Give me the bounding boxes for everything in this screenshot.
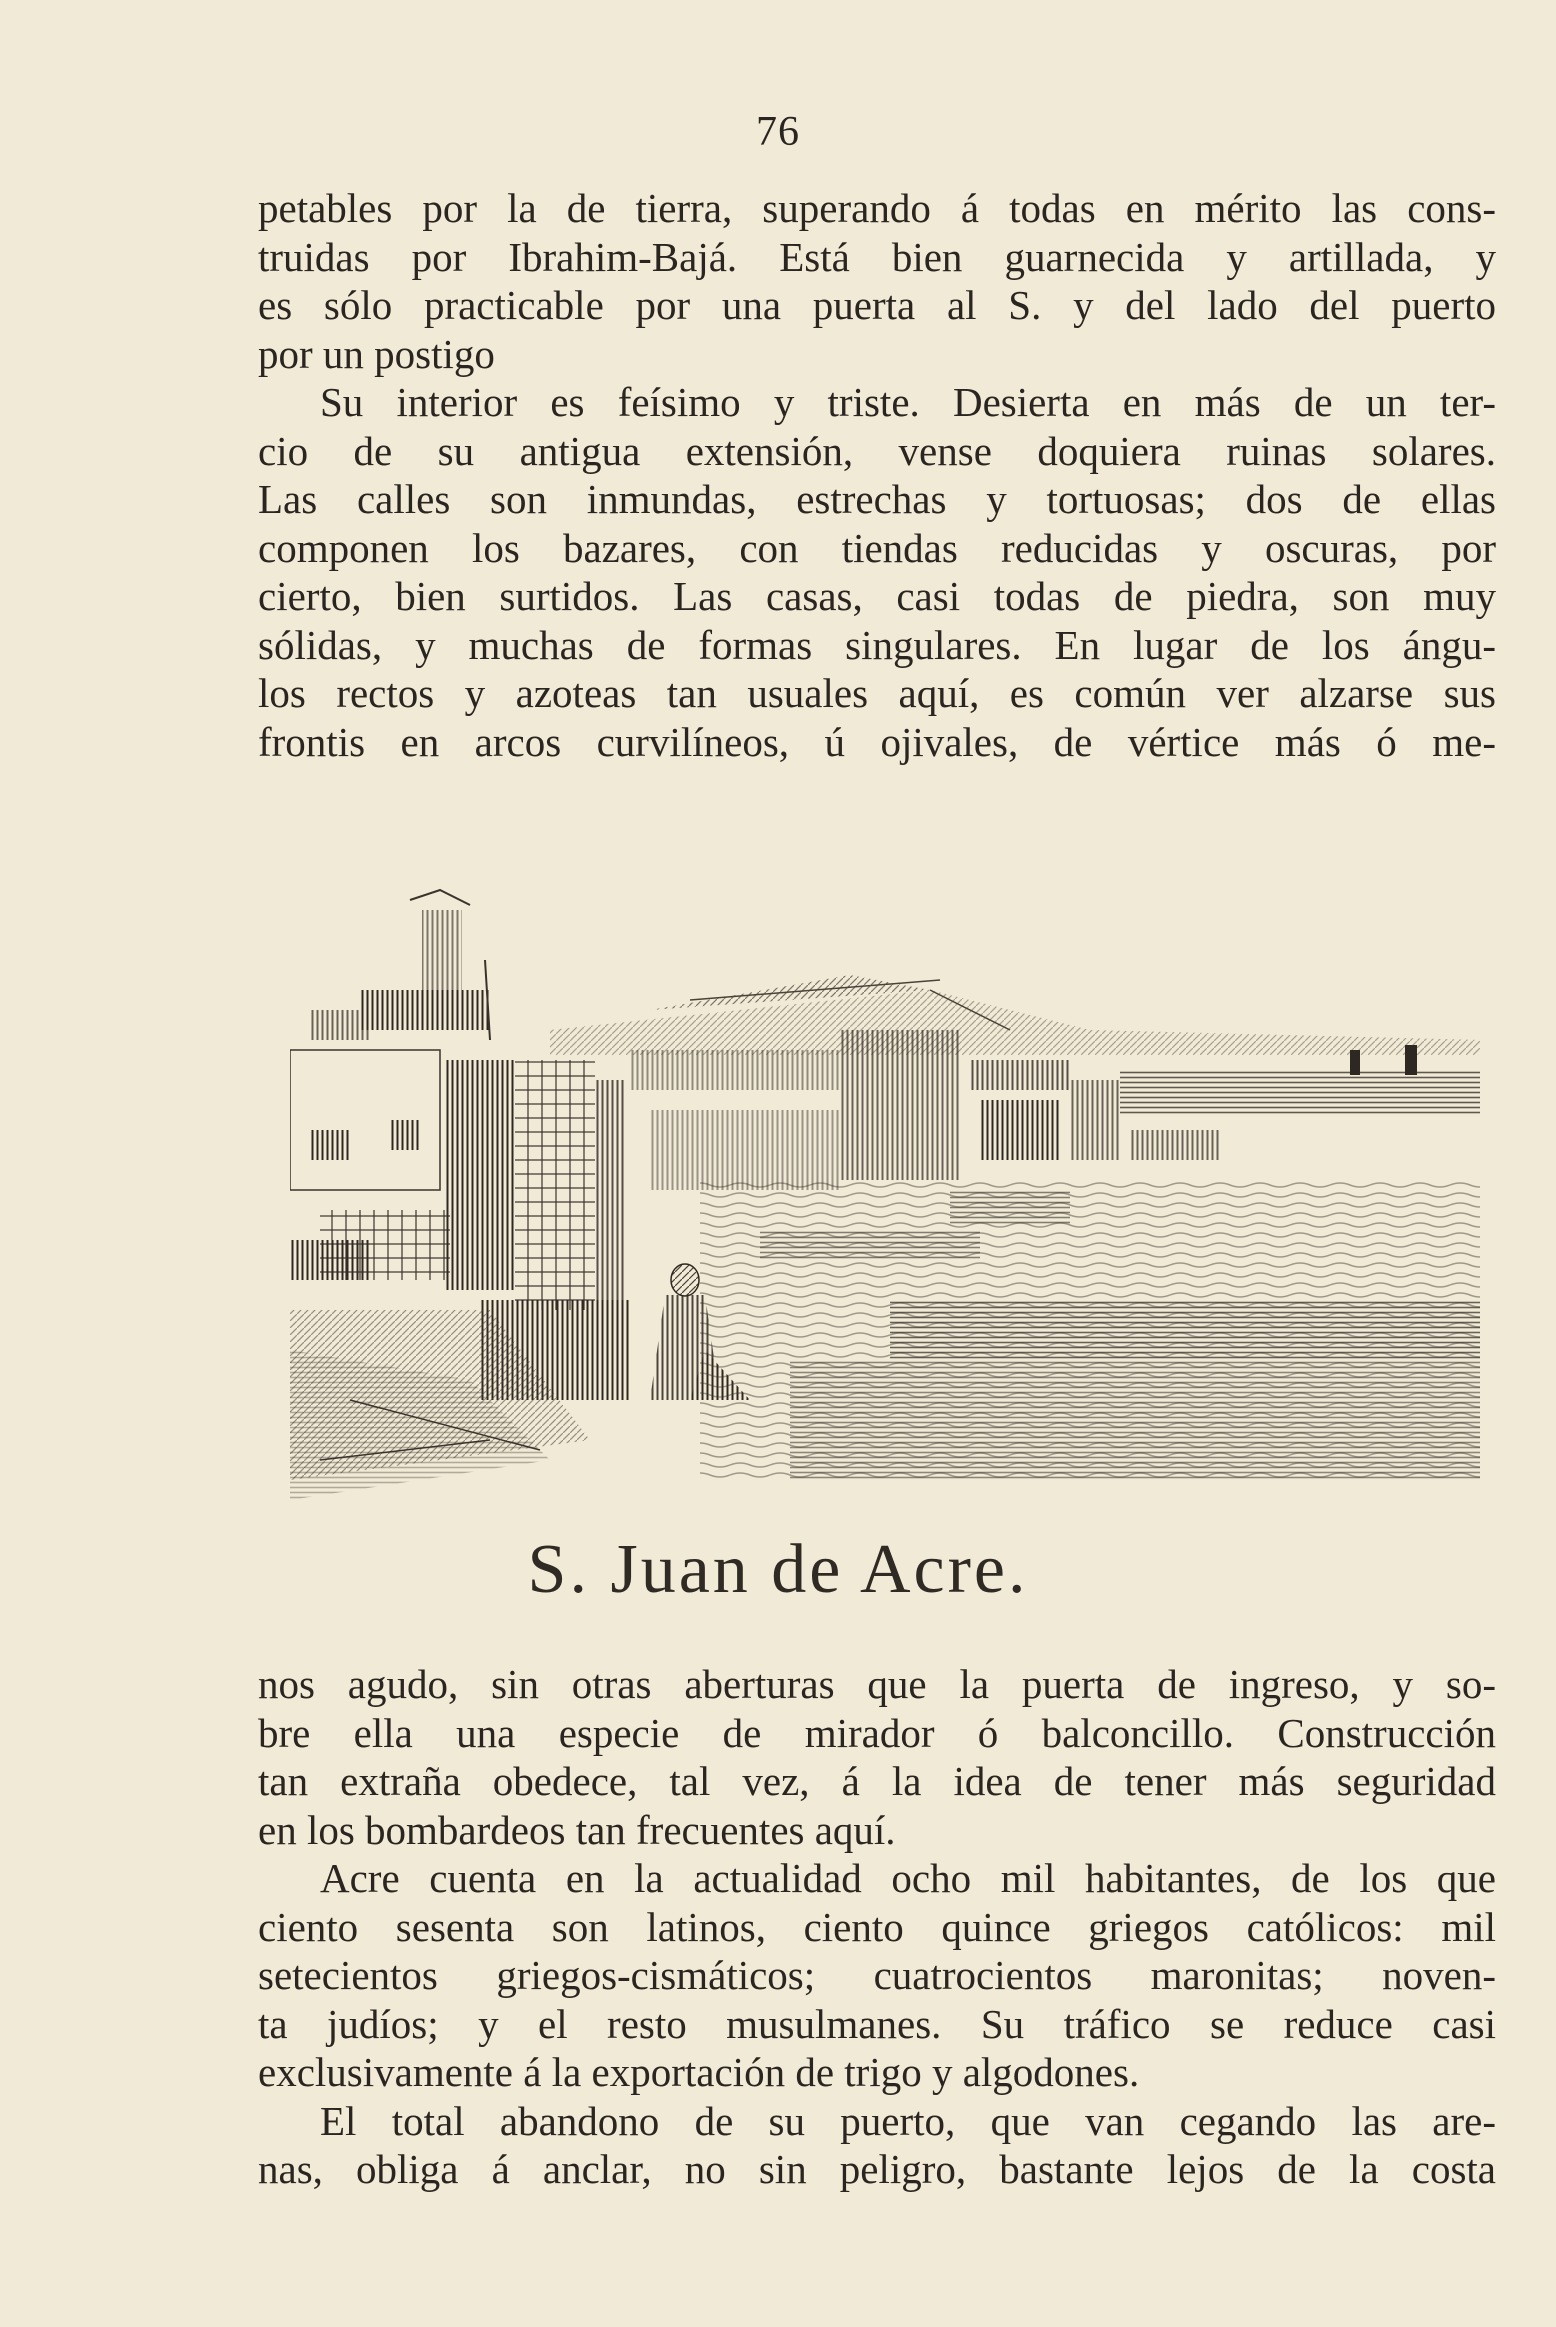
- text-line: componen los bazares, con tiendas reducidas y oscuras, por: [258, 524, 1496, 571]
- sea-drawing: [700, 1180, 1480, 1480]
- text-line: truidas por Ibrahim-Bajá. Está bien guarnecida y artillada, y: [258, 233, 1496, 280]
- text-line: Su interior es feísimo y triste. Desierta en más de un ter-: [320, 379, 1496, 425]
- text-line: los rectos y azoteas tan usuales aquí, es común ver alzarse sus: [258, 670, 1496, 716]
- text-line: ciento sesenta son latinos, ciento quince griegos católicos: mil: [258, 1903, 1496, 1950]
- text-line: sólidas, y muchas de formas singulares. En lugar de los ángu-: [258, 621, 1496, 668]
- text-line: El total abandono de su puerto, que van cegando las are-: [320, 2097, 1496, 2144]
- text-line: por un postigo: [258, 330, 495, 377]
- engraving-acre-harbor: [290, 880, 1488, 1500]
- text-line: cio de su antigua extensión, vense doquiera ruinas solares.: [258, 427, 1496, 474]
- text-line: frontis en arcos curvilíneos, ú ojivales, de vértice más ó me-: [258, 718, 1496, 765]
- text-line: bre ella una especie de mirador ó balconcillo. Construcción: [258, 1709, 1496, 1756]
- distant-shore-drawing: [1120, 1045, 1480, 1115]
- text-line: Acre cuenta en la actualidad ocho mil habitantes, de los que: [320, 1855, 1496, 1901]
- text-block-bottom: [258, 1660, 1496, 2194]
- text-line: nos agudo, sin otras aberturas que la puerta de ingreso, y so-: [258, 1661, 1496, 1707]
- illustration-caption: S. Juan de Acre.: [527, 1531, 1029, 1608]
- text-line: setecientos griegos-cismáticos; cuatrocientos maronitas; noven-: [258, 1952, 1496, 1998]
- text-line: en los bombardeos tan frecuentes aquí.: [258, 1806, 896, 1853]
- text-line: ta judíos; y el resto musulmanes. Su tráfico se reduce casi: [258, 2000, 1496, 2047]
- tower-drawing: [310, 890, 490, 1040]
- text-block-top: [258, 184, 1496, 766]
- text-line: petables por la de tierra, superando á todas en mérito las cons-: [258, 185, 1496, 231]
- text-line: nas, obliga á anclar, no sin peligro, bastante lejos de la costa: [258, 2146, 1496, 2192]
- text-line: cierto, bien surtidos. Las casas, casi todas de piedra, son muy: [258, 573, 1496, 619]
- page-number: 76: [756, 109, 800, 155]
- text-line: tan extraña obedece, tal vez, á la idea de tener más seguridad: [258, 1758, 1496, 1804]
- text-line: Las calles son inmundas, estrechas y tortuosas; dos de ellas: [258, 476, 1496, 522]
- text-line: exclusivamente á la exportación de trigo y algodones.: [258, 2049, 1140, 2095]
- text-line: es sólo practicable por una puerta al S. y del lado del puerto: [258, 282, 1496, 328]
